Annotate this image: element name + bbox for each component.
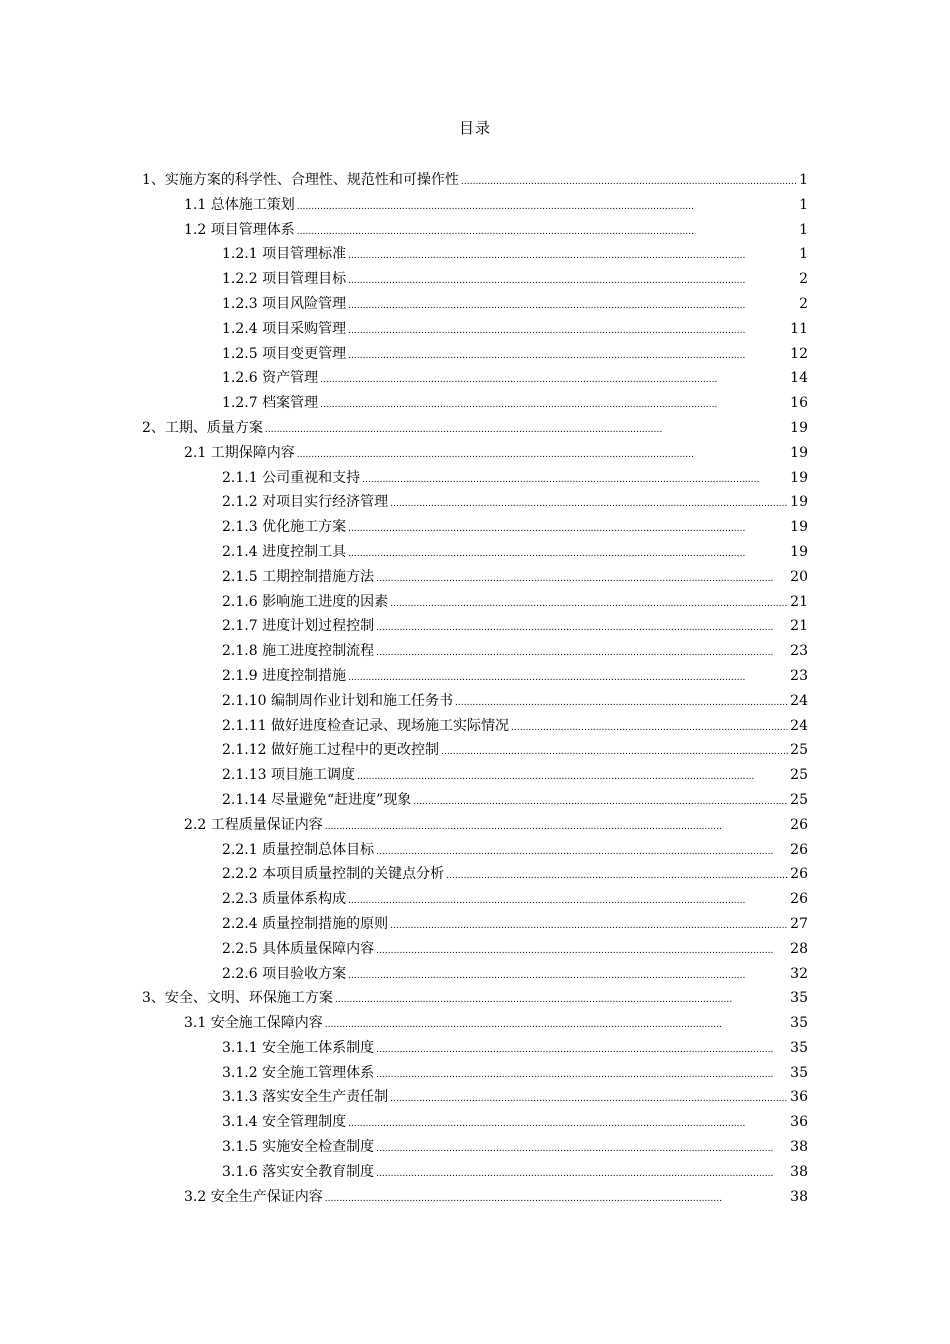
toc-entry-page-number: 12 — [790, 345, 808, 362]
toc-entry-page-number: 14 — [790, 370, 808, 387]
toc-entry-page-number: 19 — [790, 469, 808, 486]
toc-entry-page-number: 36 — [790, 1114, 808, 1131]
toc-entry-label: 1.2.5 项目变更管理 — [222, 345, 347, 362]
toc-entry-label: 1.2.3 项目风险管理 — [222, 295, 347, 312]
toc-entry-page-number: 28 — [790, 940, 808, 957]
toc-entry-page-number: 19 — [790, 419, 808, 436]
toc-entry-page-number: 19 — [790, 519, 808, 536]
toc-entry-page-number: 26 — [790, 816, 808, 833]
toc-entry[interactable] — [142, 1110, 808, 1135]
toc-entry-label: 2.1.11 做好进度检查记录、现场施工实际情况 — [222, 717, 509, 734]
dot-leader — [348, 342, 788, 369]
table-of-contents — [142, 168, 808, 1209]
dot-leader — [335, 986, 788, 1013]
dot-leader — [320, 366, 788, 393]
toc-entry-label: 2.1.6 影响施工进度的因素 — [222, 593, 389, 610]
toc-entry-page-number: 23 — [790, 643, 808, 660]
toc-entry-label: 3.1.3 落实安全生产责任制 — [222, 1089, 389, 1106]
toc-entry-page-number: 16 — [790, 395, 808, 412]
dot-leader — [325, 1185, 788, 1212]
toc-entry[interactable] — [142, 813, 808, 838]
toc-entry-page-number: 23 — [790, 667, 808, 684]
dot-leader — [390, 912, 788, 939]
dot-leader — [376, 838, 788, 865]
toc-entry-page-number: 2 — [799, 295, 808, 312]
toc-entry-label: 2.2.2 本项目质量控制的关键点分析 — [222, 866, 445, 883]
toc-entry[interactable] — [142, 639, 808, 664]
dot-leader — [348, 887, 788, 914]
dot-leader — [265, 416, 788, 443]
toc-entry-page-number: 24 — [790, 692, 808, 709]
dot-leader — [446, 862, 788, 889]
dot-leader — [348, 267, 797, 294]
toc-entry-label: 2.1.7 进度计划过程控制 — [222, 618, 375, 635]
toc-entry-label: 3.1.6 落实安全教育制度 — [222, 1163, 375, 1180]
toc-entry-page-number: 1 — [799, 221, 808, 238]
toc-entry-page-number: 1 — [799, 246, 808, 263]
toc-entry-page-number: 26 — [790, 841, 808, 858]
dot-leader — [348, 1110, 788, 1137]
toc-entry-label: 3.1.1 安全施工体系制度 — [222, 1039, 375, 1056]
toc-entry-label: 2.2.6 项目验收方案 — [222, 965, 347, 982]
dot-leader — [376, 1061, 788, 1088]
toc-entry-page-number: 26 — [790, 891, 808, 908]
toc-entry-page-number: 19 — [790, 444, 808, 461]
toc-entry-label: 2.1.1 公司重视和支持 — [222, 469, 361, 486]
document-title: 目录 — [458, 119, 491, 137]
toc-entry[interactable] — [142, 416, 808, 441]
dot-leader — [413, 788, 788, 815]
dot-leader — [390, 490, 788, 517]
toc-entry[interactable] — [142, 614, 808, 639]
toc-entry[interactable] — [142, 912, 808, 937]
toc-entry[interactable] — [142, 242, 808, 267]
toc-entry[interactable] — [142, 1011, 808, 1036]
toc-entry-label: 2.2.5 具体质量保障内容 — [222, 940, 375, 957]
dot-leader — [511, 714, 788, 741]
toc-entry-label: 2.1.12 做好施工过程中的更改控制 — [222, 742, 439, 759]
dot-leader — [348, 515, 788, 542]
toc-entry[interactable] — [142, 664, 808, 689]
dot-leader — [455, 689, 788, 716]
toc-entry-page-number: 36 — [790, 1089, 808, 1106]
dot-leader — [348, 292, 797, 319]
dot-leader — [348, 962, 788, 989]
toc-entry-page-number: 24 — [790, 717, 808, 734]
toc-entry-page-number: 25 — [790, 791, 808, 808]
dot-leader — [376, 565, 788, 592]
toc-entry-label: 1.2.2 项目管理目标 — [222, 271, 347, 288]
dot-leader — [348, 317, 788, 344]
toc-entry-page-number: 21 — [790, 618, 808, 635]
toc-entry[interactable] — [142, 1061, 808, 1086]
toc-entry-page-number: 35 — [790, 990, 808, 1007]
toc-entry-label: 2.1.9 进度控制措施 — [222, 667, 347, 684]
dot-leader — [461, 168, 797, 195]
toc-entry[interactable] — [142, 267, 808, 292]
toc-entry[interactable] — [142, 763, 808, 788]
dot-leader — [297, 441, 788, 468]
toc-entry-label: 2.1.3 优化施工方案 — [222, 519, 347, 536]
toc-entry[interactable] — [142, 1036, 808, 1061]
toc-entry[interactable] — [142, 1085, 808, 1110]
toc-entry-label: 2.1.13 项目施工调度 — [222, 767, 355, 784]
toc-entry[interactable] — [142, 738, 808, 763]
toc-entry-page-number: 35 — [790, 1039, 808, 1056]
toc-entry[interactable] — [142, 862, 808, 887]
dot-leader — [390, 590, 788, 617]
toc-entry-page-number: 19 — [790, 543, 808, 560]
dot-leader — [348, 540, 788, 567]
toc-entry-label: 1.1 总体施工策划 — [184, 196, 295, 213]
toc-entry-label: 2.2 工程质量保证内容 — [184, 816, 323, 833]
dot-leader — [376, 937, 788, 964]
dot-leader — [325, 1011, 788, 1038]
toc-entry-label: 2.2.3 质量体系构成 — [222, 891, 347, 908]
toc-entry-label: 2.1.5 工期控制措施方法 — [222, 568, 375, 585]
toc-entry-label: 2.2.1 质量控制总体目标 — [222, 841, 375, 858]
toc-entry-page-number: 38 — [790, 1139, 808, 1156]
toc-entry-page-number: 19 — [790, 494, 808, 511]
toc-entry[interactable] — [142, 788, 808, 813]
toc-entry-label: 2.1.8 施工进度控制流程 — [222, 643, 375, 660]
toc-entry[interactable] — [142, 1185, 808, 1210]
dot-leader — [357, 763, 788, 790]
toc-entry-label: 2.1.4 进度控制工具 — [222, 543, 347, 560]
toc-entry-label: 2.2.4 质量控制措施的原则 — [222, 915, 389, 932]
toc-entry-label: 1.2.1 项目管理标准 — [222, 246, 347, 263]
toc-entry[interactable] — [142, 937, 808, 962]
toc-entry-label: 3.1.5 实施安全检查制度 — [222, 1139, 375, 1156]
dot-leader — [376, 1135, 788, 1162]
toc-entry-label: 1.2.4 项目采购管理 — [222, 320, 347, 337]
dot-leader — [376, 1160, 788, 1187]
toc-entry-page-number: 1 — [799, 172, 808, 188]
toc-entry-page-number: 25 — [790, 767, 808, 784]
toc-entry[interactable] — [142, 689, 808, 714]
toc-entry[interactable] — [142, 1160, 808, 1185]
toc-entry[interactable] — [142, 218, 808, 243]
toc-entry[interactable] — [142, 714, 808, 739]
dot-leader — [320, 391, 788, 418]
toc-entry-label: 2.1.2 对项目实行经济管理 — [222, 494, 389, 511]
toc-entry[interactable] — [142, 342, 808, 367]
toc-entry-label: 1.2 项目管理体系 — [184, 221, 295, 238]
toc-entry-page-number: 38 — [790, 1188, 808, 1205]
toc-entry-label: 1.2.7 档案管理 — [222, 395, 319, 412]
toc-entry[interactable] — [142, 887, 808, 912]
dot-leader — [376, 639, 788, 666]
toc-entry-page-number: 35 — [790, 1015, 808, 1032]
toc-entry[interactable] — [142, 168, 808, 193]
toc-entry[interactable] — [142, 292, 808, 317]
toc-entry-label: 2.1.10 编制周作业计划和施工任务书 — [222, 692, 453, 709]
toc-entry[interactable] — [142, 466, 808, 491]
dot-leader — [390, 1085, 788, 1112]
toc-entry[interactable] — [142, 1135, 808, 1160]
toc-entry-label: 2、工期、质量方案 — [142, 419, 263, 436]
toc-entry[interactable] — [142, 391, 808, 416]
toc-entry-label: 1.2.6 资产管理 — [222, 370, 319, 387]
dot-leader — [297, 218, 797, 245]
toc-entry-page-number: 2 — [799, 271, 808, 288]
toc-entry[interactable] — [142, 515, 808, 540]
toc-entry[interactable] — [142, 838, 808, 863]
dot-leader — [441, 738, 788, 765]
dot-leader — [325, 813, 788, 840]
toc-entry[interactable] — [142, 590, 808, 615]
dot-leader — [297, 193, 797, 220]
toc-entry[interactable] — [142, 986, 808, 1011]
toc-entry-label: 3、安全、文明、环保施工方案 — [142, 990, 333, 1007]
toc-entry[interactable] — [142, 565, 808, 590]
toc-entry[interactable] — [142, 366, 808, 391]
toc-entry-label: 3.1.4 安全管理制度 — [222, 1114, 347, 1131]
toc-entry-page-number: 25 — [790, 742, 808, 759]
dot-leader — [376, 614, 788, 641]
toc-entry[interactable] — [142, 962, 808, 987]
dot-leader — [362, 466, 788, 493]
toc-entry-page-number: 35 — [790, 1064, 808, 1081]
toc-entry-page-number: 20 — [790, 568, 808, 585]
toc-entry-page-number: 27 — [790, 915, 808, 932]
toc-entry-page-number: 21 — [790, 593, 808, 610]
toc-entry[interactable] — [142, 193, 808, 218]
dot-leader — [376, 1036, 788, 1063]
toc-entry[interactable] — [142, 540, 808, 565]
toc-entry-label: 3.1.2 安全施工管理体系 — [222, 1064, 375, 1081]
toc-entry[interactable] — [142, 490, 808, 515]
toc-entry-label: 3.2 安全生产保证内容 — [184, 1188, 323, 1205]
toc-entry[interactable] — [142, 441, 808, 466]
toc-entry-page-number: 1 — [799, 196, 808, 213]
toc-entry-label: 2.1.14 尽量避免“赶进度”现象 — [222, 791, 412, 808]
toc-entry-page-number: 26 — [790, 866, 808, 883]
toc-entry-label: 3.1 安全施工保障内容 — [184, 1015, 323, 1032]
dot-leader — [348, 242, 797, 269]
toc-entry-page-number: 11 — [790, 320, 808, 337]
toc-entry[interactable] — [142, 317, 808, 342]
toc-entry-page-number: 38 — [790, 1163, 808, 1180]
toc-entry-page-number: 32 — [790, 965, 808, 982]
toc-entry-label: 2.1 工期保障内容 — [184, 444, 295, 461]
dot-leader — [348, 664, 788, 691]
toc-entry-label: 1、实施方案的科学性、合理性、规范性和可操作性 — [142, 172, 459, 188]
